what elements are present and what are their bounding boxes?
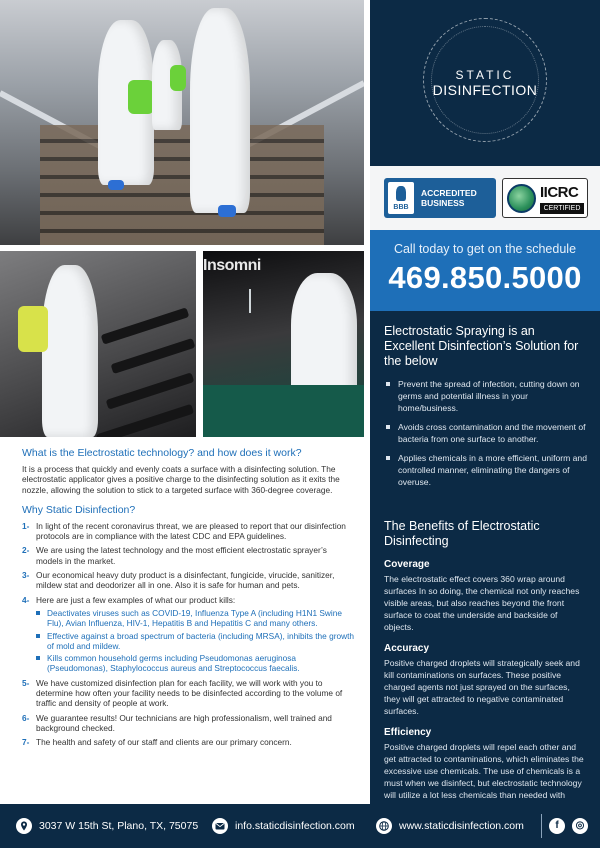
item-text: The health and safety of our staff and clients are our primary concern. (36, 737, 292, 748)
address-text: 3037 W 15th St, Plano, TX, 75075 (39, 820, 199, 832)
bbb-badge (384, 178, 496, 218)
bbb-line2: BUSINESS (421, 198, 465, 208)
sprayer-tank (170, 65, 186, 91)
worker-boot (218, 205, 236, 217)
logo-line2: DISINFECTION (432, 82, 538, 98)
list-item (22, 713, 354, 734)
worker-suit (42, 265, 98, 437)
benefit-text-accuracy: Positive charged droplets will strategically seek and kill contaminations on surfaces. These positive charged agents not just sprayed on the surfaces, they will get attracted to negative contaminated surfaces. (384, 658, 580, 716)
footer-website[interactable] (376, 818, 524, 834)
globe-icon (376, 818, 392, 834)
facebook-icon[interactable]: f (549, 818, 565, 834)
sprayer-tank (128, 80, 154, 114)
exercise-bar (249, 289, 251, 313)
gym-sign: Insomni (203, 257, 261, 274)
iicrc-name: IICRC (540, 184, 579, 201)
footer-email[interactable] (212, 818, 355, 834)
why-list (22, 521, 354, 748)
iicrc-status: CERTIFIED (540, 203, 584, 214)
footer (0, 804, 600, 848)
gym-photo-table (203, 251, 364, 437)
worker-suit (291, 273, 357, 403)
item-text: In light of the recent coronavirus threat, we are pleased to report that our disinfection protocols are in compliance with the latest CDC and EPA guidelines. (36, 520, 346, 542)
kills-item: Deactivates viruses such as COVID-19, Influenza Type A (including H1N1 Swine Flu), Avian Influenza, HIV-1, Hepatitis B and Hepatitis C and many others. (36, 608, 354, 629)
benefit-text-coverage: The electrostatic effect covers 360 wrap around surfaces In so doing, the chemical not only reaches visible areas, but also reaches beyond the front surface to coat the underside and backside of objects. (384, 574, 580, 632)
email-text[interactable]: info.staticdisinfection.com (235, 820, 355, 832)
bbb-text (421, 188, 477, 208)
list-item: Avoids cross contamination and the movement of bacteria from one surface to another. (384, 421, 588, 445)
item-text: We are using the latest technology and the most efficient electrostatic sprayer’s models in the market. (36, 545, 327, 566)
item-number: 3- (22, 570, 30, 581)
what-text: It is a process that quickly and evenly coats a surface with a disinfecting solution. The electrostatic applicator gives a positive charge to the disinfecting solution as it exits the nozzle, allowing the solution to stick to a targeted surface with 360-degree coverage. (22, 464, 340, 495)
item-text: Our economical heavy duty product is a disinfectant, fungicide, virucide, sanitizer, mildew stat and deodorizer all in one. Also it is safe for human and pets. (36, 570, 335, 591)
treadmill (111, 338, 196, 374)
iicrc-badge (502, 178, 588, 218)
footer-address (16, 818, 198, 834)
instagram-icon[interactable]: ◎ (572, 818, 588, 834)
mail-icon (212, 818, 228, 834)
benefit-title-efficiency: Efficiency (384, 727, 432, 738)
list-item (22, 595, 354, 674)
list-item: Applies chemicals in a more efficient, uniform and controlled manner, eliminating the dangers of overuse. (384, 452, 588, 488)
what-heading: What is the Electrostatic technology? and how does it work? (22, 447, 302, 459)
footer-divider (541, 814, 542, 838)
kills-list (36, 608, 354, 674)
why-heading: Why Static Disinfection? (22, 503, 136, 516)
hero-photo-stairs (0, 0, 364, 245)
location-pin-icon (16, 818, 32, 834)
accreditation-badges (370, 166, 600, 230)
item-text: Here are just a few examples of what our product kills: (36, 594, 236, 605)
bbb-torch-icon: BBB (388, 182, 414, 214)
item-number: 4- (22, 594, 30, 605)
main-content (22, 447, 354, 752)
list-item (22, 545, 354, 566)
kills-item: Kills common household germs including Pseudomonas aeruginosa (Pseudomonas), Staphylococcus aureus and Streptococcus faecalis. (36, 653, 354, 674)
benefits-heading: The Benefits of Electrostatic Disinfecting (384, 519, 540, 548)
list-item (22, 570, 354, 591)
benefits-panel (370, 311, 600, 804)
call-text: Call today to get on the schedule (393, 242, 577, 256)
call-box (370, 230, 600, 311)
item-number: 6- (22, 712, 30, 723)
benefit-title-accuracy: Accuracy (384, 643, 430, 654)
benefit-title-coverage: Coverage (384, 559, 430, 570)
website-text[interactable]: www.staticdisinfection.com (399, 820, 524, 832)
list-item (22, 737, 354, 747)
worker-suit (190, 8, 250, 213)
item-number: 1- (22, 520, 30, 531)
benefit-text-efficiency: Positive charged droplets will repel each other and get attracted to contaminations, which eliminates the excessive use chemicals. The use of chemicals is a must when we disinfect, but electrostatic technology will utilize a lot less chemicals than needed with (384, 742, 584, 800)
logo-panel (370, 0, 600, 166)
worker-boot (108, 180, 124, 190)
list-item: Prevent the spread of infection, cutting down on germs and potential illness in your home/business. (384, 378, 588, 414)
treadmill (101, 307, 190, 344)
item-text: We guarantee results! Our technicians are high professionalism, well trained and background checked. (36, 712, 332, 733)
item-number: 5- (22, 677, 30, 688)
logo-line1: STATIC (455, 68, 515, 82)
phone-number[interactable]: 469.850.5000 (388, 260, 582, 295)
treadmill (106, 372, 195, 409)
item-number: 2- (22, 545, 30, 556)
kills-item: Effective against a broad spectrum of bacteria (including MRSA), inhibits the growth of mold and mildew. (36, 631, 354, 652)
gym-photo-treadmills (0, 251, 196, 437)
list-item (22, 521, 354, 542)
green-table (203, 385, 364, 437)
item-text: We have customized disinfection plan for each facility, we will work with you to determine how often your facility needs to be disinfected according to the volume of traffic and density of people at work. (36, 677, 343, 709)
bbb-line1: ACCREDITED (421, 188, 477, 198)
excellent-heading: Electrostatic Spraying is an Excellent Disinfection’s Solution for the below (384, 324, 579, 368)
item-number: 7- (22, 737, 30, 748)
sprayer-tank (18, 306, 48, 352)
globe-icon (507, 184, 536, 213)
stairs (40, 125, 324, 245)
excellent-list (384, 378, 588, 488)
list-item (22, 678, 354, 709)
